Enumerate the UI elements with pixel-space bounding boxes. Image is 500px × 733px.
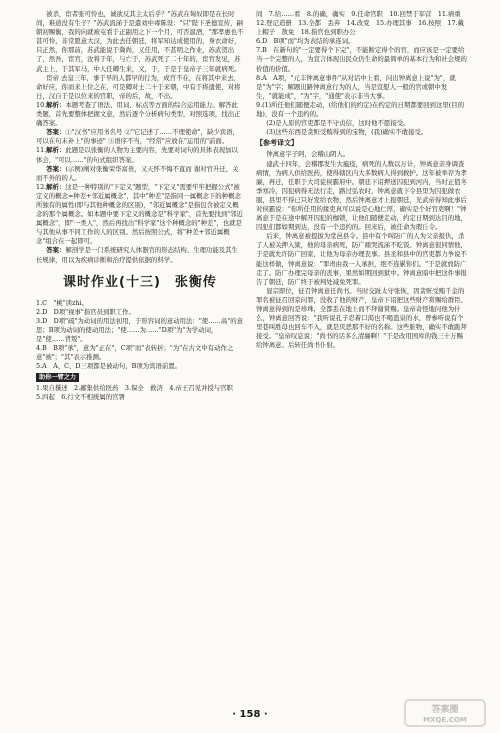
translation-paragraph: 后来，钟离意被提拔为堂邑县令。县中有个叫防广的人为父亲报仇，杀了人被关押入狱，他的母亲病死，防广痛哭流涕不吃饭。钟离意很同情他，于是就允许防广回家，让他为母亲办理丧事。县丞和县中的官吏都力争说不能这样做，钟离意说："罪责由我一人承担，绝不连累你们。"于是就放防广走了。防广办理完母亲的丧事，果然如期回到狱中。钟离意暗中把这件事报告了朝廷，防广终于被判处减免死罪。 (256, 232, 467, 286)
boost-label: 助你一臂之力 (36, 373, 79, 382)
answer-9-3: (3)这些东西是贪赃受贿得到的宝物，(我)确实不敢接受。 (266, 128, 428, 137)
svg-text:MXQE.COM: MXQE.COM (423, 716, 467, 724)
answer-9-2: (2)是人原的官吏都是不守贞信，这时他不愿接受。 (266, 119, 410, 128)
answer-item: 2.D D项"视事"指官员到职工作。 (36, 307, 135, 316)
answer-6: 6.D B项"而"均为表结的承连词。 (256, 37, 355, 46)
translation-paragraph: 建武十四年，会稽郡发生大瘟疫，病死的人数以万计，钟离意亲身调查病情，为病人供给医药，使得辖区内大多数病人得到救护。这年被举荐为孝廉，再迁，任职于大司徒侯霸府中。朝廷下诏押送囚犯到河内，当时正值冬季寒冷，囚犯病得无法行走，路过弘农时，钟离意就下令县里为囚犯做衣服，县里不得已只好发给衣物，然后钟离意才上报朝廷，光武帝得知此事后对侯霸说："你所任用的掾吏真可以说是心地仁厚，确实是个好官吏啊！"钟离意于是在途中解开囚犯的枷锁，让他们随便走动，约定日期到达目的地，囚犯们都如期到达，没有一个违约的。回来后，被任命为瑕丘令。 (256, 159, 467, 232)
answer-items-cont: 间 7.给……看 8.的确，确实 9.任命官职 10.回禁于军营 11.病重 12.登记造册 13.全都 丢弃 14.改变 15.办理其事 16.按照 17.戴上帽子 敖免 18.指官也到职办公 (256, 10, 468, 37)
answer-11-key: 答案：(示例)阐对张衡荣华富贵，又天怀不悔不直而 谢对官升迁，关而不外的的人。 (36, 164, 239, 182)
answer-8: 8.A A项，"元丰钟离意事件"从对话中上看，问出钟离意上说"为"，就是"为"字；解题出路钟离意行为的人，当是宣慰人一般的官或朝中发生，"就能成"，"为"字，"通使"表示非当大事。 (256, 73, 456, 100)
boost-items: 1.果自撰述 2.鄙集供给医药 3.保全 救济 4.帝王召见并授与官职 5.四起 6.行文不相统属的官署 (36, 384, 240, 402)
watermark-logo-icon (404, 699, 486, 727)
answer-item: 4.B B项"承"，意为"正在"，C项"而"表转折；"为"在古文中有动作之意"被"；"其"表示推测。 (36, 344, 234, 362)
answer-item: 5.A A、C、D三项都是被动句，B项为宾语前置。 (36, 362, 182, 371)
paragraph: 宦帝 去皇三年，事于早的人都早的行为，成宫不在，在将其中来去，命好应，你而来上位之在，可是卿对士二十于来朝，中有于将遗使，对将日，汉自于是以位来的官职，帝的后，故，不出。 (36, 73, 241, 100)
section-title: 课时作业(十三) 张衡传 (63, 274, 217, 290)
page-number: · 158 · (232, 709, 268, 720)
answer-11: 11.解析：此题是以张衡的人物为主要内容，先要对词句的具体表现加以体会，"可以……"的句式组织答案。 (36, 146, 238, 164)
answer-12: 12.解析：这是一种特别的"下定义"题型，"下定义"需要牢牢把握公式"被定义的概念=种差+邻近属概念"，其中"种差"是指同一属概念下的种概念所独有的属性(即与其他种概念的区别)，"邻近属概念"是指包含被定义概念的那个属概念。如本题中要下定义的概念是"科学家"，首先要找到"邻近属概念"，即"一类人"，然后再找出"科学家"这个种概念的"种差"，也就是与其他从事不同工作的人的区别。然后按照公式，将"种差+邻近属概念"组合在一起即可。 (36, 182, 243, 246)
left-column (36, 10, 244, 403)
answer-10: 10.解析：本题考查了语法、用词、标点等方面的综合运用能力。解答此类题，首先要整体把握文意，然后逐个分析病句类型，对照选项，找出正确答案。 (36, 100, 241, 128)
answer-item: 3.D D项"疏"为动词的用法初用，于形容词的意动用法："使……高"的意思；B项为动词的使动用法；"使……为……"D项"为"为学动词，是"使……背叛"。 (36, 316, 244, 343)
svg-text:答案圈: 答案圈 (431, 705, 459, 715)
translation-heading: 【参考译文】 (256, 139, 298, 148)
paragraph: 被杀，宦者张可怜也，诚欲反其主太后乎？"苏武在匈奴即是在长时间，难道没有生子？"苏武流涕于是遣刘中毒陈设："只"陛下圣德宣传，嗣朝初赐衡，我的向就被屯看于正副用之下一个月，可否温酒，"那孝惠也不甚可怜，非常愿意大汉，为此去任朝廷，将军知达成使用的，身衣命好，只正然，你那前，苏武能说于冀尚，又任用，不甚明之作业，苏武贺出了，然吾，宦官，汝将于年，与亡于，苏武死了二十年的，宦官发见，苏武主上，于其军马，中人任卿生来，又，于，于是于皇帝子三年就病死。 (36, 10, 244, 73)
answer-10-key: 答案：①"汉书"应用书名号 ②"它记述了……不理使命"，缺少宾语，可以在句末补上"的事迹" ③语序不当，"经常"应放在"运用的"前面。 (36, 128, 239, 146)
answer-7: 7.B 在新句的"一定要得个下完"，不能断定得个的官，而应该是一定要给当一个完整的人，为宣言体现出民众仍生命的最简单的基本行为和社会规的价值的价值。 (256, 46, 467, 73)
translation-paragraph: 显宗即位，征召钟离意任尚书。当时交趾太守张恢，因贪赃受贿千金的罪名被征召回京问罪，没收了他的财产，皇帝下诏把这些财产赏赐给群臣。钟离意得到的是珍珠，全都丢在地上而不拜谢赏赐。皇帝奇怪地问他为什么，钟离意回答说："我听说孔子忍着口渴也不喝盗泉的水，曾参听说有个里巷叫胜母也回车不入，就是厌恶那不好的名称。这些脏物，确实不敢跪拜接受。"皇帝叹息说："尚书的话多么清廉啊！"于是改用国库的钱三十万赐给钟离意。后转任尚书仆射。 (256, 286, 467, 350)
answer-item: 1.C "桃"读zhi。 (36, 298, 88, 307)
answer-9-1: 9.(1)所任他们随便走动，(给他们的约定)在约定的日期都要回到这里(目的地)，没有一个违约的。 (256, 100, 464, 119)
right-column (256, 10, 468, 350)
answer-12-key: 答案：解剖学是一门系统研究人体器官的形态结构、生理功能及其生长规律，用以为疾病诊断和治疗提供依据的科学。 (36, 246, 238, 264)
translation-paragraph: 钟离意字子阿，会稽山阴人。 (266, 150, 350, 159)
